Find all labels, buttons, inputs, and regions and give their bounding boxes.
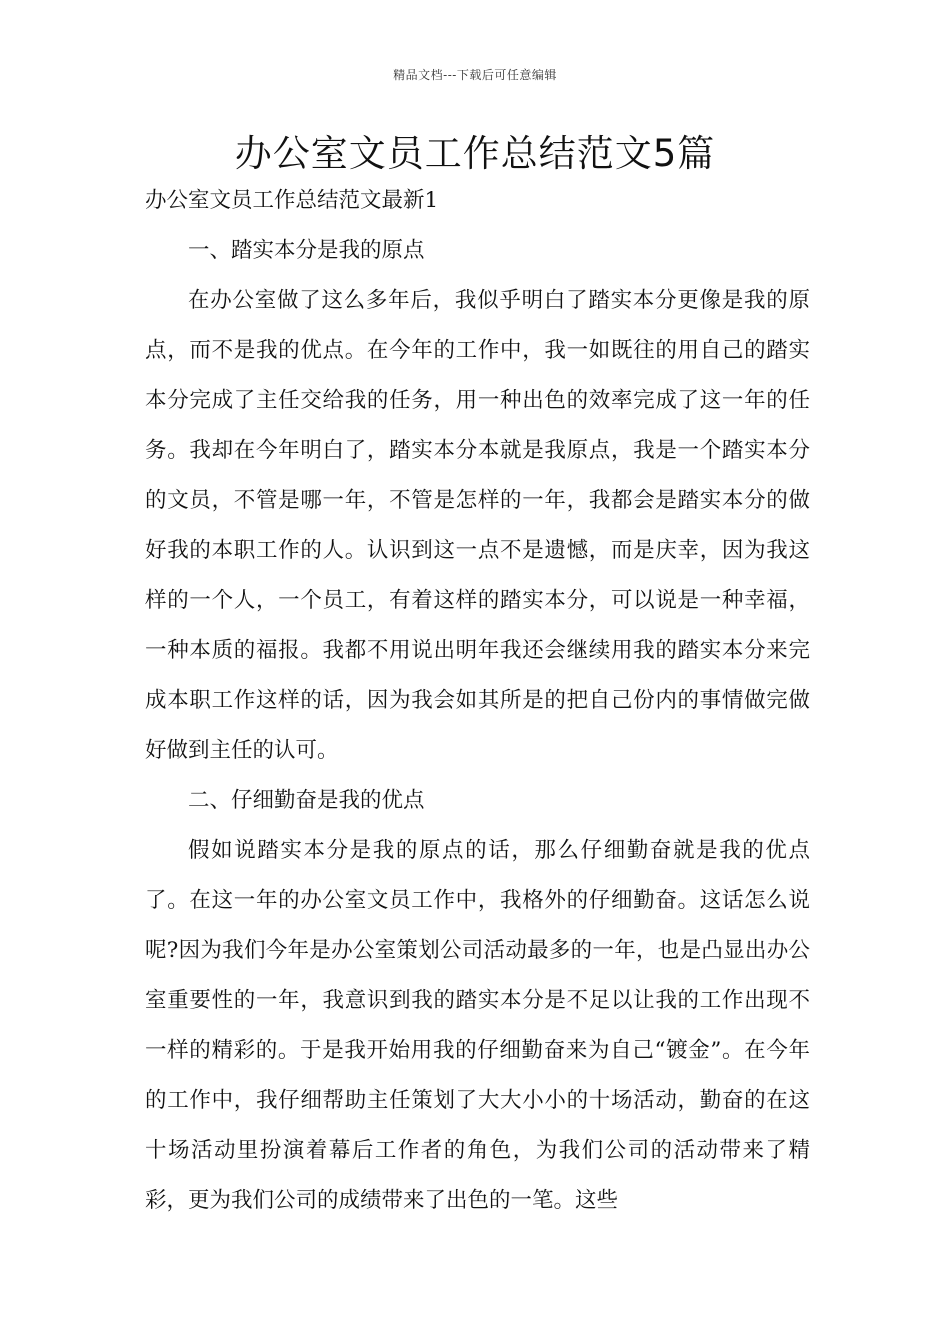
body-paragraph-1: 在办公室做了这么多年后，我似乎明白了踏实本分更像是我的原点，而不是我的优点。在今年的工作中，我一如既往的用自己的踏实本分完成了主任交给我的任务，用一种出色的效率完成了这一年的任务。我却在今年明白了，踏实本分本就是我原点，我是一个踏实本分的文员，不管是哪一年，不管是怎样的一年，我都会是踏实本分的做好我的本职工作的人。认识到这一点不是遗憾，而是庆幸，因为我这样的一个人，一个员工，有着这样的踏实本分，可以说是一种幸福，一种本质的福报。我都不用说出明年我还会继续用我的踏实本分来完成本职工作这样的话，因为我会如其所是的把自己份内的事情做完做好做到主任的认可。 (145, 288, 810, 763)
document-title: 办公室文员工作总结范文5篇 (234, 132, 716, 175)
document-body (145, 176, 810, 1226)
section-heading-2: 二、仔细勤奋是我的优点 (188, 788, 425, 813)
body-paragraph-2: 假如说踏实本分是我的原点的话，那么仔细勤奋就是我的优点了。在这一年的办公室文员工作中，我格外的仔细勤奋。这话怎么说呢?因为我们今年是办公室策划公司活动最多的一年，也是凸显出办公室重要性的一年，我意识到我的踏实本分是不足以让我的工作出现不一样的精彩的。于是我开始用我的仔细勤奋来为自己“镀金”。在今年的工作中，我仔细帮助主任策划了大大小小的十场活动，勤奋的在这十场活动里扮演着幕后工作者的角色，为我们公司的活动带来了精彩，更为我们公司的成绩带来了出色的一笔。这些 (145, 838, 810, 1213)
page-header-note: 精品文档---下载后可任意编辑 (393, 68, 557, 82)
section-heading-1: 一、踏实本分是我的原点 (188, 238, 425, 263)
document-subtitle: 办公室文员工作总结范文最新1 (145, 188, 439, 213)
